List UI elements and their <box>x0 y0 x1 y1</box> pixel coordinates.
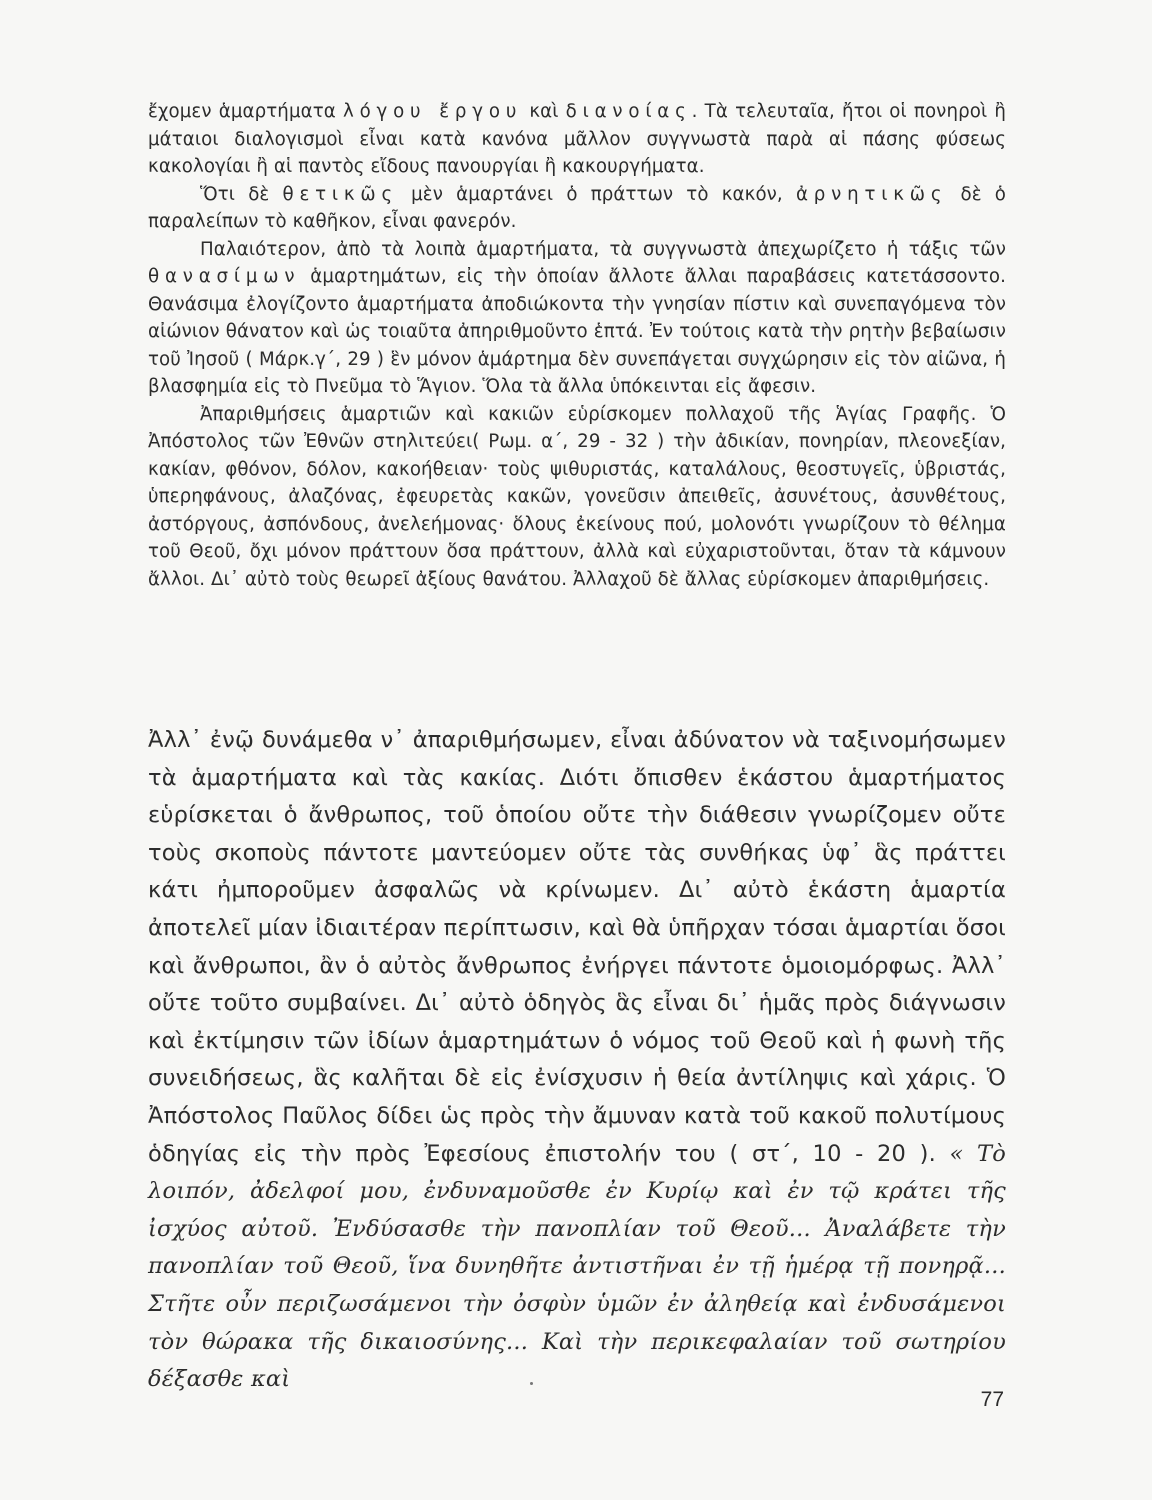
p1-text: ἔχομεν ἁμαρτήματα <box>148 101 343 122</box>
p5-quotation: « Τὸ λοιπόν, ἀδελφοί μου, ἐνδυναμοῦσθε ἐν Κυρίῳ καὶ ἐν τῷ κράτει τῆς ἰσχύος αὐτοῦ. Ἐνδύσασθε τὴν πανοπλίαν τοῦ Θεοῦ... Ἀναλάβετε τὴν πανοπλίαν τοῦ Θεοῦ, ἵνα δυνηθῆτε ἀντιστῆναι ἐν τῇ ἡμέρᾳ τῇ πονηρᾷ... Στῆτε οὖν περιζωσάμενοι τὴν ὀσφὺν ὑμῶν ἐν ἀληθείᾳ καὶ ἐνδυσάμενοι τὸν θώρακα τῆς δικαιοσύνης... Καὶ τὴν περικεφαλαίαν τοῦ σωτηρίου δέξασθε καὶ <box>148 1140 1006 1393</box>
p3-text: Παλαιότερον, ἀπὸ τὰ λοιπὰ ἁμαρτήματα, τὰ συγγνωστὰ ἀπεχωρίζετο ἡ τάξις τῶν <box>200 238 1006 260</box>
p1-text-2: καὶ <box>522 101 566 122</box>
p5-text: Ἀλλ᾽ ἐνῷ δυνάμεθα ν᾽ ἀπαριθμήσωμεν, εἶναι ἀδύνατον νὰ ταξινομήσωμεν τὰ ἁμαρτήματα καὶ τὰς κακίας. Διότι ὄπισθεν ἑκάστου ἁμαρτήματος εὑρίσκεται ὁ ἄνθρωπος, τοῦ ὁποίου οὔτε τὴν διάθεσιν γνωρίζομεν οὔτε τοὺς σκοποὺς πάντοτε μαντεύομεν οὔτε τὰς συνθήκας ὑφ᾽ ἃς πράττει κάτι ἠμποροῦμεν ἀσφαλῶς νὰ κρίνωμεν. Δι᾽ αὐτὸ ἑκάστη ἁμαρτία ἀποτελεῖ μίαν ἰδιαιτέραν περίπτωσιν, καὶ θὰ ὑπῆρχαν τόσαι ἁμαρτίαι ὅσοι καὶ ἄνθρωποι, ἂν ὁ αὐτὸς ἄνθρωπος ἐνήργει πάντοτε ὁμοιομόρφως. Ἀλλ᾽ οὔτε τοῦτο συμβαίνει. Δι᾽ αὐτὸ ὁδηγὸς ἃς εἶναι δι᾽ ἡμᾶς πρὸς διάγνωσιν καὶ ἐκτίμησιν τῶν ἰδίων ἁμαρτημάτων ὁ νόμος τοῦ Θεοῦ καὶ ἡ φωνὴ τῆς συνειδήσεως, ἃς καλῆται δὲ εἰς ἐνίσχυσιν ἡ θεία ἀντίληψις καὶ χάρις. Ὁ Ἀπόστολος Παῦλος δίδει ὡς πρὸς τὴν ἄμυναν κατὰ τοῦ κακοῦ πολυτίμους ὁδηγίας εἰς τὴν πρὸς Ἐφεσίους ἐπιστολήν του ( στ΄, 10 - 20 ). <box>148 727 1006 1167</box>
p2-text-2: μὲν ἁμαρτάνει ὁ πράττων τὸ κακόν, <box>397 183 796 205</box>
paragraph-5 <box>148 722 1006 1399</box>
p3-text-2: ἁμαρτημάτων, εἰς τὴν ὁποίαν ἄλλοτε ἄλλαι παραβάσεις κατετάσσοντο. Θανάσιμα ἐλογίζοντο ἁμαρτήματα ἀποδιώκοντα τὴν γνησίαν πίστιν καὶ συνεπαγόμενα τὸν αἰώνιον θάνατον καὶ ὡς τοιαῦτα ἀπηριθμοῦντο ἑπτά. Ἐν τούτοις κατὰ τὴν ρητὴν βεβαίωσιν τοῦ Ἰησοῦ ( Μάρκ.γ΄, 29 ) ἓν μόνον ἁμάρτημα δὲν συνεπάγεται συγχώρησιν εἰς τὸν αἰῶνα, ἡ βλασφημία εἰς τὸ Πνεῦμα τὸ Ἅγιον. Ὅλα τὰ ἄλλα ὑπόκεινται εἰς ἄφεσιν. <box>148 266 1006 397</box>
p2-spaced-word-2: ἀρνητικῶς <box>795 183 948 205</box>
paragraph-4 <box>148 401 1006 594</box>
p1-spaced-words: λόγου ἔργου <box>342 101 523 122</box>
p4-text: Ἀπαριθμήσεις ἁμαρτιῶν καὶ κακιῶν εὑρίσκομεν πολλαχοῦ τῆς Ἁγίας Γραφῆς. Ὁ Ἀπόστολος τῶν Ἐθνῶν στηλιτεύει( Ρωμ. α΄, 29 - 32 ) τὴν ἀδικίαν, πονηρίαν, πλεονεξίαν, κακίαν, φθόνον, δόλον, κακοήθειαν· τοὺς ψιθυριστάς, καταλάλους, θεοστυγεῖς, ὑβριστάς, ὑπερηφάνους, ἀλαζόνας, ἐφευρετὰς κακῶν, γονεῦσιν ἀπειθεῖς, ἀσυνέτους, ἀσυνθέτους, ἀστόργους, ἀσπόνδους, ἀνελεήμονας· ὅλους ἐκείνους πού, μολονότι γνωρίζουν τὸ θέλημα τοῦ Θεοῦ, ὄχι μόνον πράττουν ὅσα πράττουν, ἀλλὰ καὶ εὐχαριστοῦνται, ὅταν τὰ κάμνουν ἄλλοι. Δι᾽ αὐτὸ τοὺς θεωρεῖ ἀξίους θανάτου. Ἀλλαχοῦ δὲ ἄλλας εὑρίσκομεν ἀπαριθμήσεις. <box>148 403 1006 590</box>
paragraph-3 <box>148 236 1006 401</box>
text-block-large <box>148 722 1006 1399</box>
p1-spaced-word: διανοίας <box>565 101 692 122</box>
print-speck <box>530 1382 533 1385</box>
page-number: 77 <box>980 1388 1004 1411</box>
paragraph-1 <box>148 98 1006 181</box>
p3-spaced-word: θανασίμων <box>148 266 301 287</box>
p2-text: Ὅτι δὲ <box>200 183 283 205</box>
text-block-small <box>148 98 1006 593</box>
p2-spaced-word: θετικῶς <box>282 183 398 205</box>
paragraph-2 <box>148 181 1006 236</box>
p1-text-3: . Τὰ τελευταῖα, ἤτοι οἱ πονηροὶ ἢ μάταιοι διαλογισμοὶ εἶναι κατὰ κανόνα μᾶλλον συγγνωστὰ παρὰ αἱ πάσης φύσεως κακολογίαι ἢ αἱ παντὸς εἴδους πανουργίαι ἢ κακουργήματα. <box>148 101 1006 177</box>
p2-text-3: δὲ ὁ παραλείπων τὸ καθῆκον, εἶναι φανερόν. <box>148 183 1006 232</box>
